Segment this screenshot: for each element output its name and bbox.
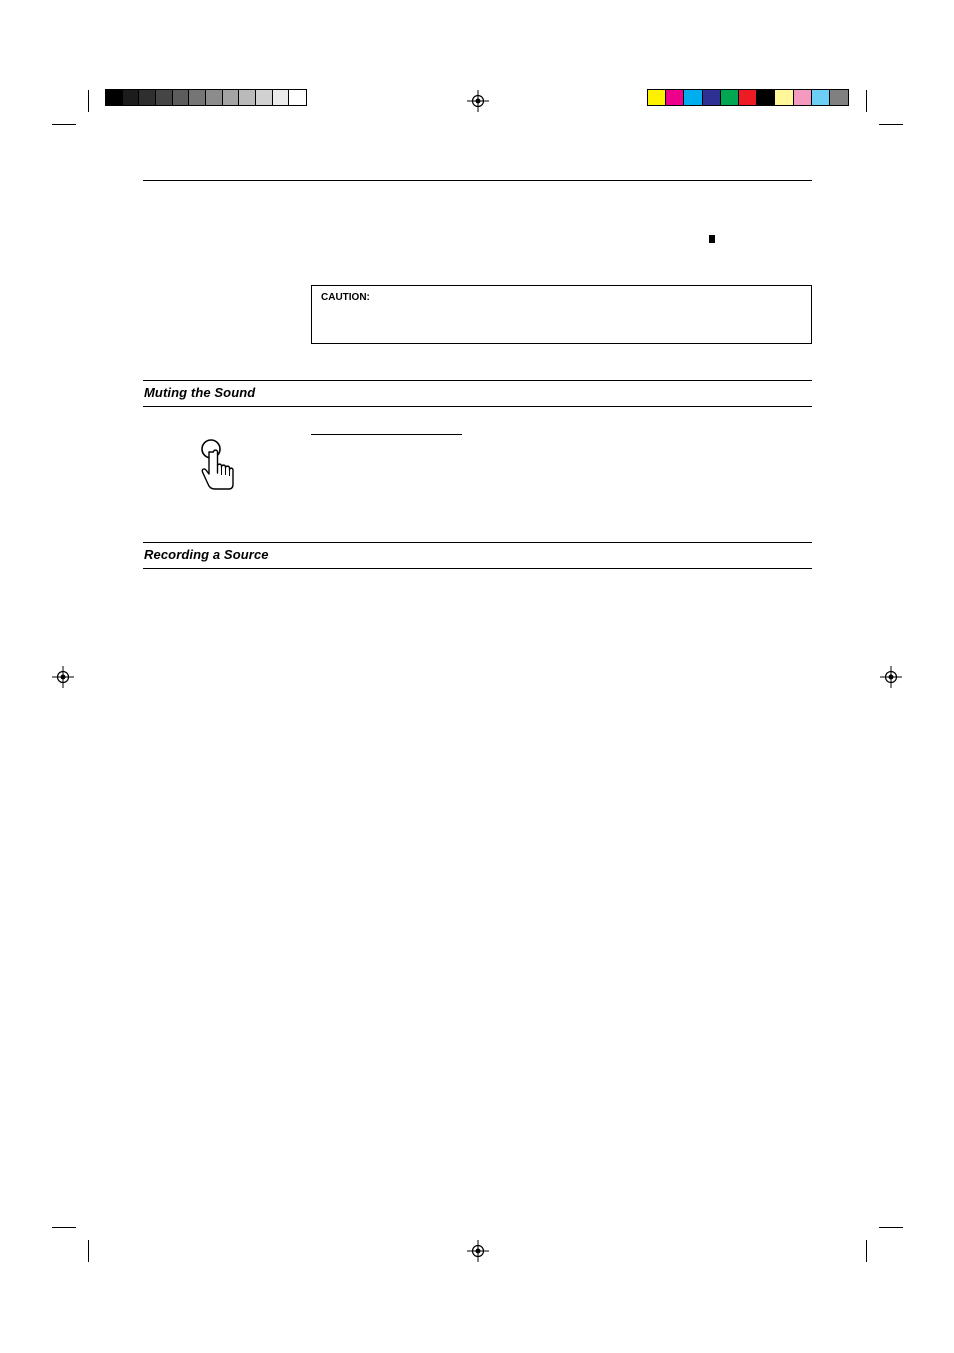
- grayscale-swatch: [223, 90, 240, 105]
- grayscale-swatch: [139, 90, 156, 105]
- section-rule-bottom: [143, 568, 812, 569]
- grayscale-swatch: [256, 90, 273, 105]
- crop-mark: [879, 1227, 903, 1228]
- section-rule-bottom: [143, 406, 812, 407]
- registration-crosshair-icon: [467, 1240, 489, 1262]
- crop-mark: [88, 1240, 89, 1262]
- grayscale-calibration-bar: [105, 89, 307, 106]
- registration-crosshair-icon: [52, 666, 74, 688]
- grayscale-swatch: [123, 90, 140, 105]
- section-rule-top: [143, 542, 812, 543]
- color-swatch: [775, 90, 793, 105]
- grayscale-swatch: [173, 90, 190, 105]
- section-title-recording: Recording a Source: [144, 547, 269, 562]
- crop-mark: [52, 1227, 76, 1228]
- color-swatch: [703, 90, 721, 105]
- grayscale-swatch: [273, 90, 290, 105]
- grayscale-swatch: [206, 90, 223, 105]
- grayscale-swatch: [106, 90, 123, 105]
- color-swatch: [666, 90, 684, 105]
- color-swatch: [721, 90, 739, 105]
- color-swatch: [830, 90, 848, 105]
- grayscale-swatch: [239, 90, 256, 105]
- registration-crosshair-icon: [880, 666, 902, 688]
- grayscale-swatch: [289, 90, 306, 105]
- subheading-underline: [311, 434, 462, 435]
- crop-mark: [88, 90, 89, 112]
- color-swatch: [812, 90, 830, 105]
- crop-mark: [866, 90, 867, 112]
- crop-mark: [52, 124, 76, 125]
- grayscale-swatch: [156, 90, 173, 105]
- color-swatch: [684, 90, 702, 105]
- crop-mark: [879, 124, 903, 125]
- registration-crosshair-icon: [467, 90, 489, 112]
- color-swatch: [794, 90, 812, 105]
- bullet-marker: [709, 235, 715, 243]
- color-swatch: [757, 90, 775, 105]
- hand-pressing-button-icon: [198, 437, 238, 491]
- color-swatch: [739, 90, 757, 105]
- crop-mark: [866, 1240, 867, 1262]
- color-swatch: [648, 90, 666, 105]
- section-rule-top: [143, 380, 812, 381]
- caution-box: [311, 285, 812, 344]
- grayscale-swatch: [189, 90, 206, 105]
- caution-label: CAUTION:: [321, 292, 370, 303]
- color-calibration-bar: [647, 89, 849, 106]
- header-rule: [143, 180, 812, 181]
- section-title-muting: Muting the Sound: [144, 385, 256, 400]
